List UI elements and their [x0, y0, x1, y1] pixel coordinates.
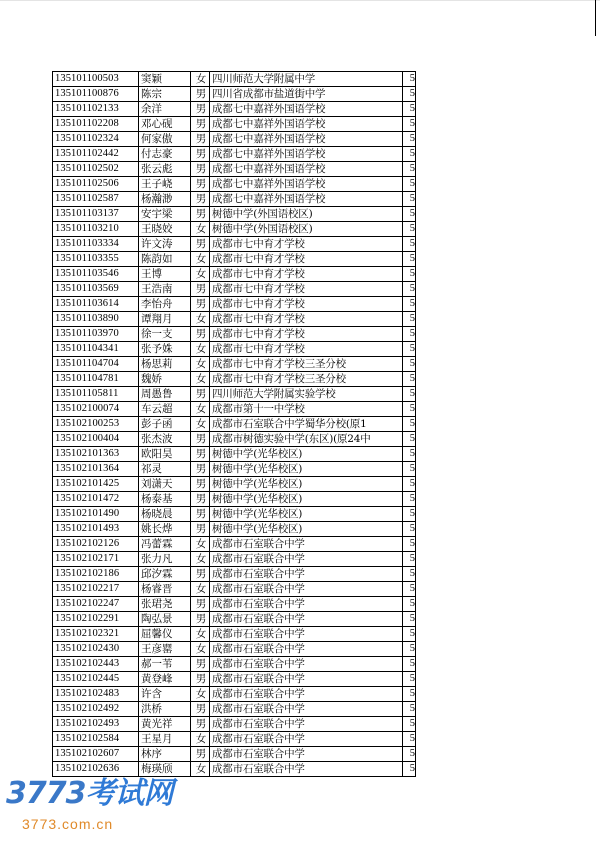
value-cell: 5 — [403, 327, 416, 342]
gender-cell: 男 — [191, 282, 210, 297]
gender-cell: 男 — [191, 612, 210, 627]
student-name-cell: 林序 — [139, 747, 191, 762]
value-cell: 5 — [403, 357, 416, 372]
table-row — [53, 627, 416, 642]
school-cell: 成都市石室联合中学 — [210, 597, 403, 612]
school-cell: 树德中学(光华校区) — [210, 447, 403, 462]
gender-cell: 男 — [191, 162, 210, 177]
gender-cell: 男 — [191, 102, 210, 117]
student-name-cell: 王星月 — [139, 732, 191, 747]
gender-cell: 男 — [191, 597, 210, 612]
student-name-cell: 祁灵 — [139, 462, 191, 477]
gender-cell: 男 — [191, 117, 210, 132]
school-cell: 成都市石室联合中学 — [210, 657, 403, 672]
school-cell: 成都市石室联合中学 — [210, 612, 403, 627]
table-row — [53, 762, 416, 777]
roster-table — [52, 71, 416, 777]
gender-cell: 男 — [191, 432, 210, 447]
value-cell: 5 — [403, 702, 416, 717]
page-edge-rule — [595, 0, 596, 36]
table-row — [53, 402, 416, 417]
exam-id-cell: 135102101493 — [53, 522, 139, 537]
exam-id-cell: 135101104341 — [53, 342, 139, 357]
school-cell: 成都市石室联合中学 — [210, 672, 403, 687]
roster-body — [53, 72, 416, 777]
exam-id-cell: 135101103970 — [53, 327, 139, 342]
gender-cell: 男 — [191, 207, 210, 222]
exam-id-cell: 135101103334 — [53, 237, 139, 252]
table-row — [53, 372, 416, 387]
gender-cell: 女 — [191, 762, 210, 777]
watermark-logo — [6, 776, 173, 812]
exam-id-cell: 135102101364 — [53, 462, 139, 477]
school-cell: 成都七中嘉祥外国语学校 — [210, 147, 403, 162]
table-row — [53, 207, 416, 222]
gender-cell: 男 — [191, 177, 210, 192]
table-row — [53, 702, 416, 717]
exam-id-cell: 135102102492 — [53, 702, 139, 717]
school-cell: 成都市七中育才学校 — [210, 297, 403, 312]
student-name-cell: 王博 — [139, 267, 191, 282]
value-cell: 5 — [403, 762, 416, 777]
school-cell: 成都七中嘉祥外国语学校 — [210, 102, 403, 117]
student-name-cell: 欧阳昊 — [139, 447, 191, 462]
table-row — [53, 222, 416, 237]
school-cell: 成都市七中育才学校 — [210, 327, 403, 342]
exam-id-cell: 135101102442 — [53, 147, 139, 162]
value-cell: 5 — [403, 717, 416, 732]
school-cell: 成都市七中育才学校三圣分校 — [210, 357, 403, 372]
table-row — [53, 237, 416, 252]
table-row — [53, 417, 416, 432]
student-name-cell: 陈宗 — [139, 87, 191, 102]
school-cell: 成都市七中育才学校 — [210, 342, 403, 357]
exam-id-cell: 135101103355 — [53, 252, 139, 267]
school-cell: 四川师范大学附属实验学校 — [210, 387, 403, 402]
exam-id-cell: 135101103137 — [53, 207, 139, 222]
value-cell: 5 — [403, 612, 416, 627]
student-name-cell: 谭翔月 — [139, 312, 191, 327]
gender-cell: 男 — [191, 147, 210, 162]
exam-id-cell: 135102102443 — [53, 657, 139, 672]
value-cell: 5 — [403, 132, 416, 147]
table-row — [53, 537, 416, 552]
value-cell: 5 — [403, 282, 416, 297]
exam-id-cell: 135102102186 — [53, 567, 139, 582]
gender-cell: 女 — [191, 222, 210, 237]
gender-cell: 男 — [191, 477, 210, 492]
student-name-cell: 张云彪 — [139, 162, 191, 177]
student-name-cell: 王彦罂 — [139, 642, 191, 657]
table-row — [53, 522, 416, 537]
gender-cell: 男 — [191, 747, 210, 762]
table-row — [53, 132, 416, 147]
exam-id-cell: 135101102208 — [53, 117, 139, 132]
exam-id-cell: 135102102430 — [53, 642, 139, 657]
gender-cell: 女 — [191, 627, 210, 642]
student-name-cell: 陈韵如 — [139, 252, 191, 267]
student-name-cell: 张予姝 — [139, 342, 191, 357]
school-cell: 成都七中嘉祥外国语学校 — [210, 132, 403, 147]
value-cell: 5 — [403, 567, 416, 582]
school-cell: 四川省成都市盐道街中学 — [210, 87, 403, 102]
school-cell: 成都市石室联合中学蜀华分校(原1 — [210, 417, 403, 432]
table-row — [53, 297, 416, 312]
exam-id-cell: 135101104781 — [53, 372, 139, 387]
student-name-cell: 安宇梁 — [139, 207, 191, 222]
student-name-cell: 杨晓晨 — [139, 507, 191, 522]
exam-id-cell: 135102102493 — [53, 717, 139, 732]
value-cell: 5 — [403, 687, 416, 702]
table-row — [53, 177, 416, 192]
value-cell: 5 — [403, 102, 416, 117]
exam-id-cell: 135102100253 — [53, 417, 139, 432]
school-cell: 成都市七中育才学校 — [210, 282, 403, 297]
gender-cell: 男 — [191, 507, 210, 522]
exam-id-cell: 135101102502 — [53, 162, 139, 177]
exam-id-cell: 135101103210 — [53, 222, 139, 237]
exam-id-cell: 135101102506 — [53, 177, 139, 192]
gender-cell: 男 — [191, 717, 210, 732]
student-name-cell: 杨瀚渺 — [139, 192, 191, 207]
school-cell: 树德中学(光华校区) — [210, 492, 403, 507]
gender-cell: 男 — [191, 192, 210, 207]
table-row — [53, 462, 416, 477]
watermark-url: 3773.com.cn — [22, 816, 114, 832]
value-cell: 5 — [403, 627, 416, 642]
gender-cell: 女 — [191, 267, 210, 282]
watermark-logo-text: 考试网 — [85, 776, 173, 811]
school-cell: 成都市石室联合中学 — [210, 537, 403, 552]
table-row — [53, 102, 416, 117]
table-row — [53, 327, 416, 342]
gender-cell: 男 — [191, 132, 210, 147]
school-cell: 成都市七中育才学校 — [210, 252, 403, 267]
table-row — [53, 672, 416, 687]
table-row — [53, 267, 416, 282]
school-cell: 成都市石室联合中学 — [210, 762, 403, 777]
school-cell: 成都七中嘉祥外国语学校 — [210, 192, 403, 207]
table-row — [53, 687, 416, 702]
gender-cell: 女 — [191, 537, 210, 552]
value-cell: 5 — [403, 507, 416, 522]
table-row — [53, 477, 416, 492]
gender-cell: 女 — [191, 687, 210, 702]
student-name-cell: 何家傲 — [139, 132, 191, 147]
gender-cell: 男 — [191, 327, 210, 342]
gender-cell: 女 — [191, 642, 210, 657]
value-cell: 5 — [403, 672, 416, 687]
school-cell: 成都市七中育才学校 — [210, 267, 403, 282]
exam-id-cell: 135101103569 — [53, 282, 139, 297]
exam-id-cell: 135101100503 — [53, 72, 139, 87]
student-name-cell: 许文涛 — [139, 237, 191, 252]
value-cell: 5 — [403, 747, 416, 762]
gender-cell: 女 — [191, 552, 210, 567]
exam-id-cell: 135102101490 — [53, 507, 139, 522]
value-cell: 5 — [403, 642, 416, 657]
exam-id-cell: 135102102247 — [53, 597, 139, 612]
value-cell: 5 — [403, 732, 416, 747]
value-cell: 5 — [403, 342, 416, 357]
student-name-cell: 王浩南 — [139, 282, 191, 297]
exam-id-cell: 135101104704 — [53, 357, 139, 372]
school-cell: 成都市石室联合中学 — [210, 687, 403, 702]
school-cell: 成都市石室联合中学 — [210, 642, 403, 657]
value-cell: 5 — [403, 162, 416, 177]
value-cell: 5 — [403, 192, 416, 207]
table-row — [53, 72, 416, 87]
value-cell: 5 — [403, 402, 416, 417]
gender-cell: 女 — [191, 417, 210, 432]
gender-cell: 男 — [191, 522, 210, 537]
student-name-cell: 杨睿晋 — [139, 582, 191, 597]
table-row — [53, 492, 416, 507]
value-cell: 5 — [403, 222, 416, 237]
value-cell: 5 — [403, 312, 416, 327]
value-cell: 5 — [403, 252, 416, 267]
table-row — [53, 342, 416, 357]
school-cell: 成都市七中育才学校 — [210, 312, 403, 327]
table-row — [53, 282, 416, 297]
exam-id-cell: 135101102324 — [53, 132, 139, 147]
student-name-cell: 车云超 — [139, 402, 191, 417]
gender-cell: 女 — [191, 342, 210, 357]
table-row — [53, 657, 416, 672]
table-row — [53, 447, 416, 462]
table-row — [53, 507, 416, 522]
value-cell: 5 — [403, 267, 416, 282]
student-name-cell: 邱汐霖 — [139, 567, 191, 582]
gender-cell: 男 — [191, 672, 210, 687]
exam-id-cell: 135102101425 — [53, 477, 139, 492]
exam-id-cell: 135101103890 — [53, 312, 139, 327]
student-name-cell: 彭子函 — [139, 417, 191, 432]
value-cell: 5 — [403, 462, 416, 477]
exam-id-cell: 135101102587 — [53, 192, 139, 207]
value-cell: 5 — [403, 657, 416, 672]
exam-id-cell: 135102102584 — [53, 732, 139, 747]
student-name-cell: 邓心砚 — [139, 117, 191, 132]
table-row — [53, 567, 416, 582]
exam-id-cell: 135102102217 — [53, 582, 139, 597]
exam-id-cell: 135102102171 — [53, 552, 139, 567]
exam-id-cell: 135102102483 — [53, 687, 139, 702]
exam-id-cell: 135102102607 — [53, 747, 139, 762]
table-row — [53, 732, 416, 747]
gender-cell: 男 — [191, 447, 210, 462]
school-cell: 树德中学(光华校区) — [210, 462, 403, 477]
student-name-cell: 张力凡 — [139, 552, 191, 567]
school-cell: 成都市石室联合中学 — [210, 567, 403, 582]
exam-id-cell: 135101105811 — [53, 387, 139, 402]
table-row — [53, 747, 416, 762]
school-cell: 成都市石室联合中学 — [210, 717, 403, 732]
school-cell: 成都市七中育才学校 — [210, 237, 403, 252]
value-cell: 5 — [403, 582, 416, 597]
table-row — [53, 432, 416, 447]
value-cell: 5 — [403, 297, 416, 312]
school-cell: 树德中学(光华校区) — [210, 507, 403, 522]
student-name-cell: 付志豪 — [139, 147, 191, 162]
exam-id-cell: 135102102126 — [53, 537, 139, 552]
school-cell: 成都七中嘉祥外国语学校 — [210, 177, 403, 192]
exam-id-cell: 135102101363 — [53, 447, 139, 462]
school-cell: 成都市七中育才学校三圣分校 — [210, 372, 403, 387]
student-name-cell: 黄光祥 — [139, 717, 191, 732]
table-row — [53, 717, 416, 732]
watermark-logo-number: 3773 — [6, 776, 86, 811]
student-name-cell: 张杰波 — [139, 432, 191, 447]
student-name-cell: 洪桥 — [139, 702, 191, 717]
value-cell: 5 — [403, 597, 416, 612]
exam-id-cell: 135101103614 — [53, 297, 139, 312]
school-cell: 成都市石室联合中学 — [210, 747, 403, 762]
school-cell: 成都市树德实验中学(东区)(原24中 — [210, 432, 403, 447]
student-name-cell: 黄登峰 — [139, 672, 191, 687]
table-row — [53, 192, 416, 207]
table-row — [53, 552, 416, 567]
student-name-cell: 杨思莉 — [139, 357, 191, 372]
table-row — [53, 612, 416, 627]
value-cell: 5 — [403, 237, 416, 252]
student-name-cell: 周愚鲁 — [139, 387, 191, 402]
school-cell: 树德中学(光华校区) — [210, 522, 403, 537]
student-name-cell: 郝一苇 — [139, 657, 191, 672]
school-cell: 树德中学(光华校区) — [210, 477, 403, 492]
exam-id-cell: 135102100074 — [53, 402, 139, 417]
student-name-cell: 姚长烨 — [139, 522, 191, 537]
gender-cell: 男 — [191, 237, 210, 252]
student-name-cell: 冯蕾霖 — [139, 537, 191, 552]
value-cell: 5 — [403, 207, 416, 222]
exam-id-cell: 135101103546 — [53, 267, 139, 282]
student-name-cell: 王晓姣 — [139, 222, 191, 237]
gender-cell: 女 — [191, 72, 210, 87]
student-name-cell: 许含 — [139, 687, 191, 702]
exam-id-cell: 135101100876 — [53, 87, 139, 102]
gender-cell: 女 — [191, 402, 210, 417]
value-cell: 5 — [403, 87, 416, 102]
gender-cell: 女 — [191, 252, 210, 267]
value-cell: 5 — [403, 522, 416, 537]
school-cell: 四川师范大学附属中学 — [210, 72, 403, 87]
school-cell: 成都市第十一中学校 — [210, 402, 403, 417]
table-row — [53, 147, 416, 162]
table-row — [53, 357, 416, 372]
table-row — [53, 582, 416, 597]
school-cell: 成都市石室联合中学 — [210, 552, 403, 567]
table-row — [53, 162, 416, 177]
gender-cell: 男 — [191, 492, 210, 507]
school-cell: 成都市石室联合中学 — [210, 702, 403, 717]
exam-id-cell: 135102100404 — [53, 432, 139, 447]
gender-cell: 女 — [191, 357, 210, 372]
value-cell: 5 — [403, 492, 416, 507]
value-cell: 5 — [403, 372, 416, 387]
value-cell: 5 — [403, 417, 416, 432]
exam-id-cell: 135102101472 — [53, 492, 139, 507]
school-cell: 成都市石室联合中学 — [210, 627, 403, 642]
student-name-cell: 余洋 — [139, 102, 191, 117]
table-row — [53, 87, 416, 102]
student-name-cell: 杨泰基 — [139, 492, 191, 507]
school-cell: 成都市石室联合中学 — [210, 582, 403, 597]
value-cell: 5 — [403, 432, 416, 447]
value-cell: 5 — [403, 477, 416, 492]
student-name-cell: 陶弘景 — [139, 612, 191, 627]
gender-cell: 男 — [191, 387, 210, 402]
value-cell: 5 — [403, 447, 416, 462]
value-cell: 5 — [403, 537, 416, 552]
gender-cell: 男 — [191, 567, 210, 582]
value-cell: 5 — [403, 177, 416, 192]
gender-cell: 男 — [191, 297, 210, 312]
student-name-cell: 徐一支 — [139, 327, 191, 342]
gender-cell: 女 — [191, 312, 210, 327]
table-row — [53, 117, 416, 132]
student-name-cell: 刘潇天 — [139, 477, 191, 492]
student-name-cell: 王子峣 — [139, 177, 191, 192]
gender-cell: 男 — [191, 462, 210, 477]
exam-id-cell: 135102102636 — [53, 762, 139, 777]
school-cell: 成都七中嘉祥外国语学校 — [210, 117, 403, 132]
gender-cell: 男 — [191, 657, 210, 672]
table-row — [53, 597, 416, 612]
school-cell: 成都七中嘉祥外国语学校 — [210, 162, 403, 177]
table-row — [53, 642, 416, 657]
value-cell: 5 — [403, 552, 416, 567]
value-cell: 5 — [403, 117, 416, 132]
table-row — [53, 387, 416, 402]
gender-cell: 女 — [191, 732, 210, 747]
top-rule — [0, 0, 600, 1]
school-cell: 树德中学(外国语校区) — [210, 207, 403, 222]
gender-cell: 女 — [191, 372, 210, 387]
student-name-cell: 窦颖 — [139, 72, 191, 87]
school-cell: 成都市石室联合中学 — [210, 732, 403, 747]
gender-cell: 男 — [191, 702, 210, 717]
student-name-cell: 李怡舟 — [139, 297, 191, 312]
student-name-cell: 张珺尧 — [139, 597, 191, 612]
gender-cell: 女 — [191, 582, 210, 597]
gender-cell: 男 — [191, 87, 210, 102]
exam-id-cell: 135101102133 — [53, 102, 139, 117]
student-name-cell: 魏娇 — [139, 372, 191, 387]
value-cell: 5 — [403, 147, 416, 162]
table-row — [53, 252, 416, 267]
exam-id-cell: 135102102445 — [53, 672, 139, 687]
site-watermark — [6, 776, 196, 840]
student-name-cell: 屈馨仪 — [139, 627, 191, 642]
exam-id-cell: 135102102291 — [53, 612, 139, 627]
value-cell: 5 — [403, 387, 416, 402]
exam-id-cell: 135102102321 — [53, 627, 139, 642]
value-cell: 5 — [403, 72, 416, 87]
table-row — [53, 312, 416, 327]
school-cell: 树德中学(外国语校区) — [210, 222, 403, 237]
student-name-cell: 梅瑛颀 — [139, 762, 191, 777]
